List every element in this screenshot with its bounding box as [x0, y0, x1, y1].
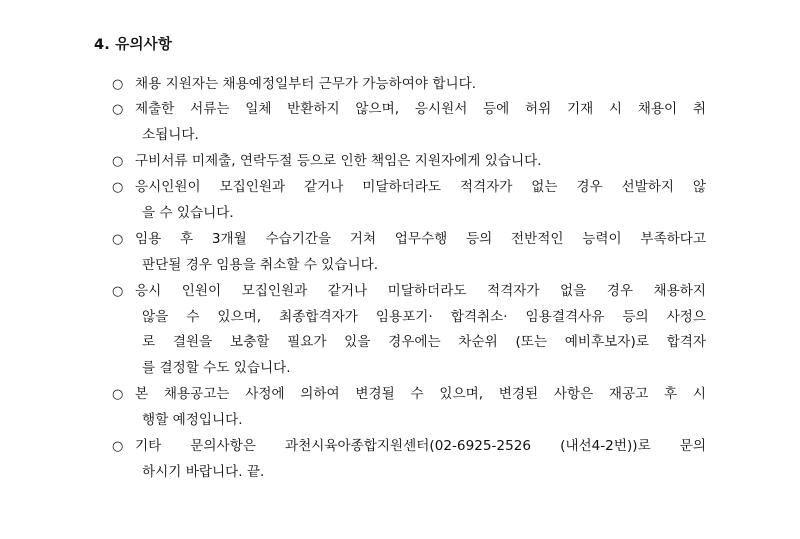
- bullet-circle-icon: ○: [112, 387, 124, 402]
- notice-line: 로 결원을 보충할 필요가 있을 경우에는 차순위 (또는 예비후보자)로 합격자: [142, 334, 706, 351]
- notice-item: [112, 149, 712, 175]
- notice-item: [112, 382, 712, 433]
- notice-item: [112, 227, 712, 278]
- bullet-circle-icon: ○: [112, 180, 124, 195]
- notice-text: [135, 434, 712, 485]
- notice-text: [135, 149, 712, 175]
- notice-line: 구비서류 미제출, 연락두절 등으로 인한 책임은 지원자에게 있습니다.: [135, 153, 542, 169]
- notice-item: [112, 175, 712, 226]
- notice-line: 소됩니다.: [142, 126, 199, 143]
- notice-item: [112, 72, 712, 98]
- notice-text: [135, 382, 712, 433]
- notice-item: [112, 279, 712, 381]
- bullet-circle-icon: ○: [112, 102, 124, 117]
- notice-line: 행할 예정입니다.: [142, 411, 243, 428]
- notice-text: [135, 72, 712, 98]
- notice-line: 응시 인원이 모집인원과 같거나 미달하더라도 적격자가 없을 경우 채용하지: [135, 283, 706, 299]
- bullet-circle-icon: ○: [112, 232, 124, 247]
- notice-line: 기타 문의사항은 과천시육아종합지원센터(02-6925-2526 (내선4-2번))로 문의: [135, 438, 706, 454]
- notice-text: [135, 175, 712, 226]
- notice-item: [112, 97, 712, 148]
- notice-line: 채용 지원자는 채용예정일부터 근무가 가능하여야 합니다.: [135, 76, 477, 92]
- notice-line: 제출한 서류는 일체 반환하지 않으며, 응시원서 등에 허위 기재 시 채용이 취: [135, 101, 706, 117]
- notice-line: 를 결정할 수도 있습니다.: [142, 359, 291, 376]
- notice-line: 않을 수 있으며, 최종합격자가 임용포기· 합격취소· 임용결격사유 등의 사정으: [142, 308, 706, 325]
- notice-line: 을 수 있습니다.: [142, 204, 234, 221]
- notice-line: 임용 후 3개월 수습기간을 거쳐 업무수행 등의 전반적인 능력이 부족하다고: [135, 231, 706, 247]
- bullet-circle-icon: ○: [112, 154, 124, 169]
- notice-text: [135, 97, 712, 148]
- notice-line: 하시기 바랍니다. 끝.: [142, 463, 265, 480]
- notice-text: [135, 227, 712, 278]
- notice-item: [112, 434, 712, 485]
- notice-line: 응시인원이 모집인원과 같거나 미달하더라도 적격자가 없는 경우 선발하지 않: [135, 179, 706, 195]
- notice-text: [135, 279, 712, 381]
- bullet-circle-icon: ○: [112, 77, 124, 92]
- notice-line: 본 채용공고는 사정에 의하여 변경될 수 있으며, 변경된 사항은 재공고 후 시: [135, 386, 706, 402]
- section-heading: 4. 유의사항: [94, 37, 173, 53]
- bullet-circle-icon: ○: [112, 284, 124, 299]
- notice-line: 판단될 경우 임용을 취소할 수 있습니다.: [142, 256, 379, 273]
- bullet-circle-icon: ○: [112, 439, 124, 454]
